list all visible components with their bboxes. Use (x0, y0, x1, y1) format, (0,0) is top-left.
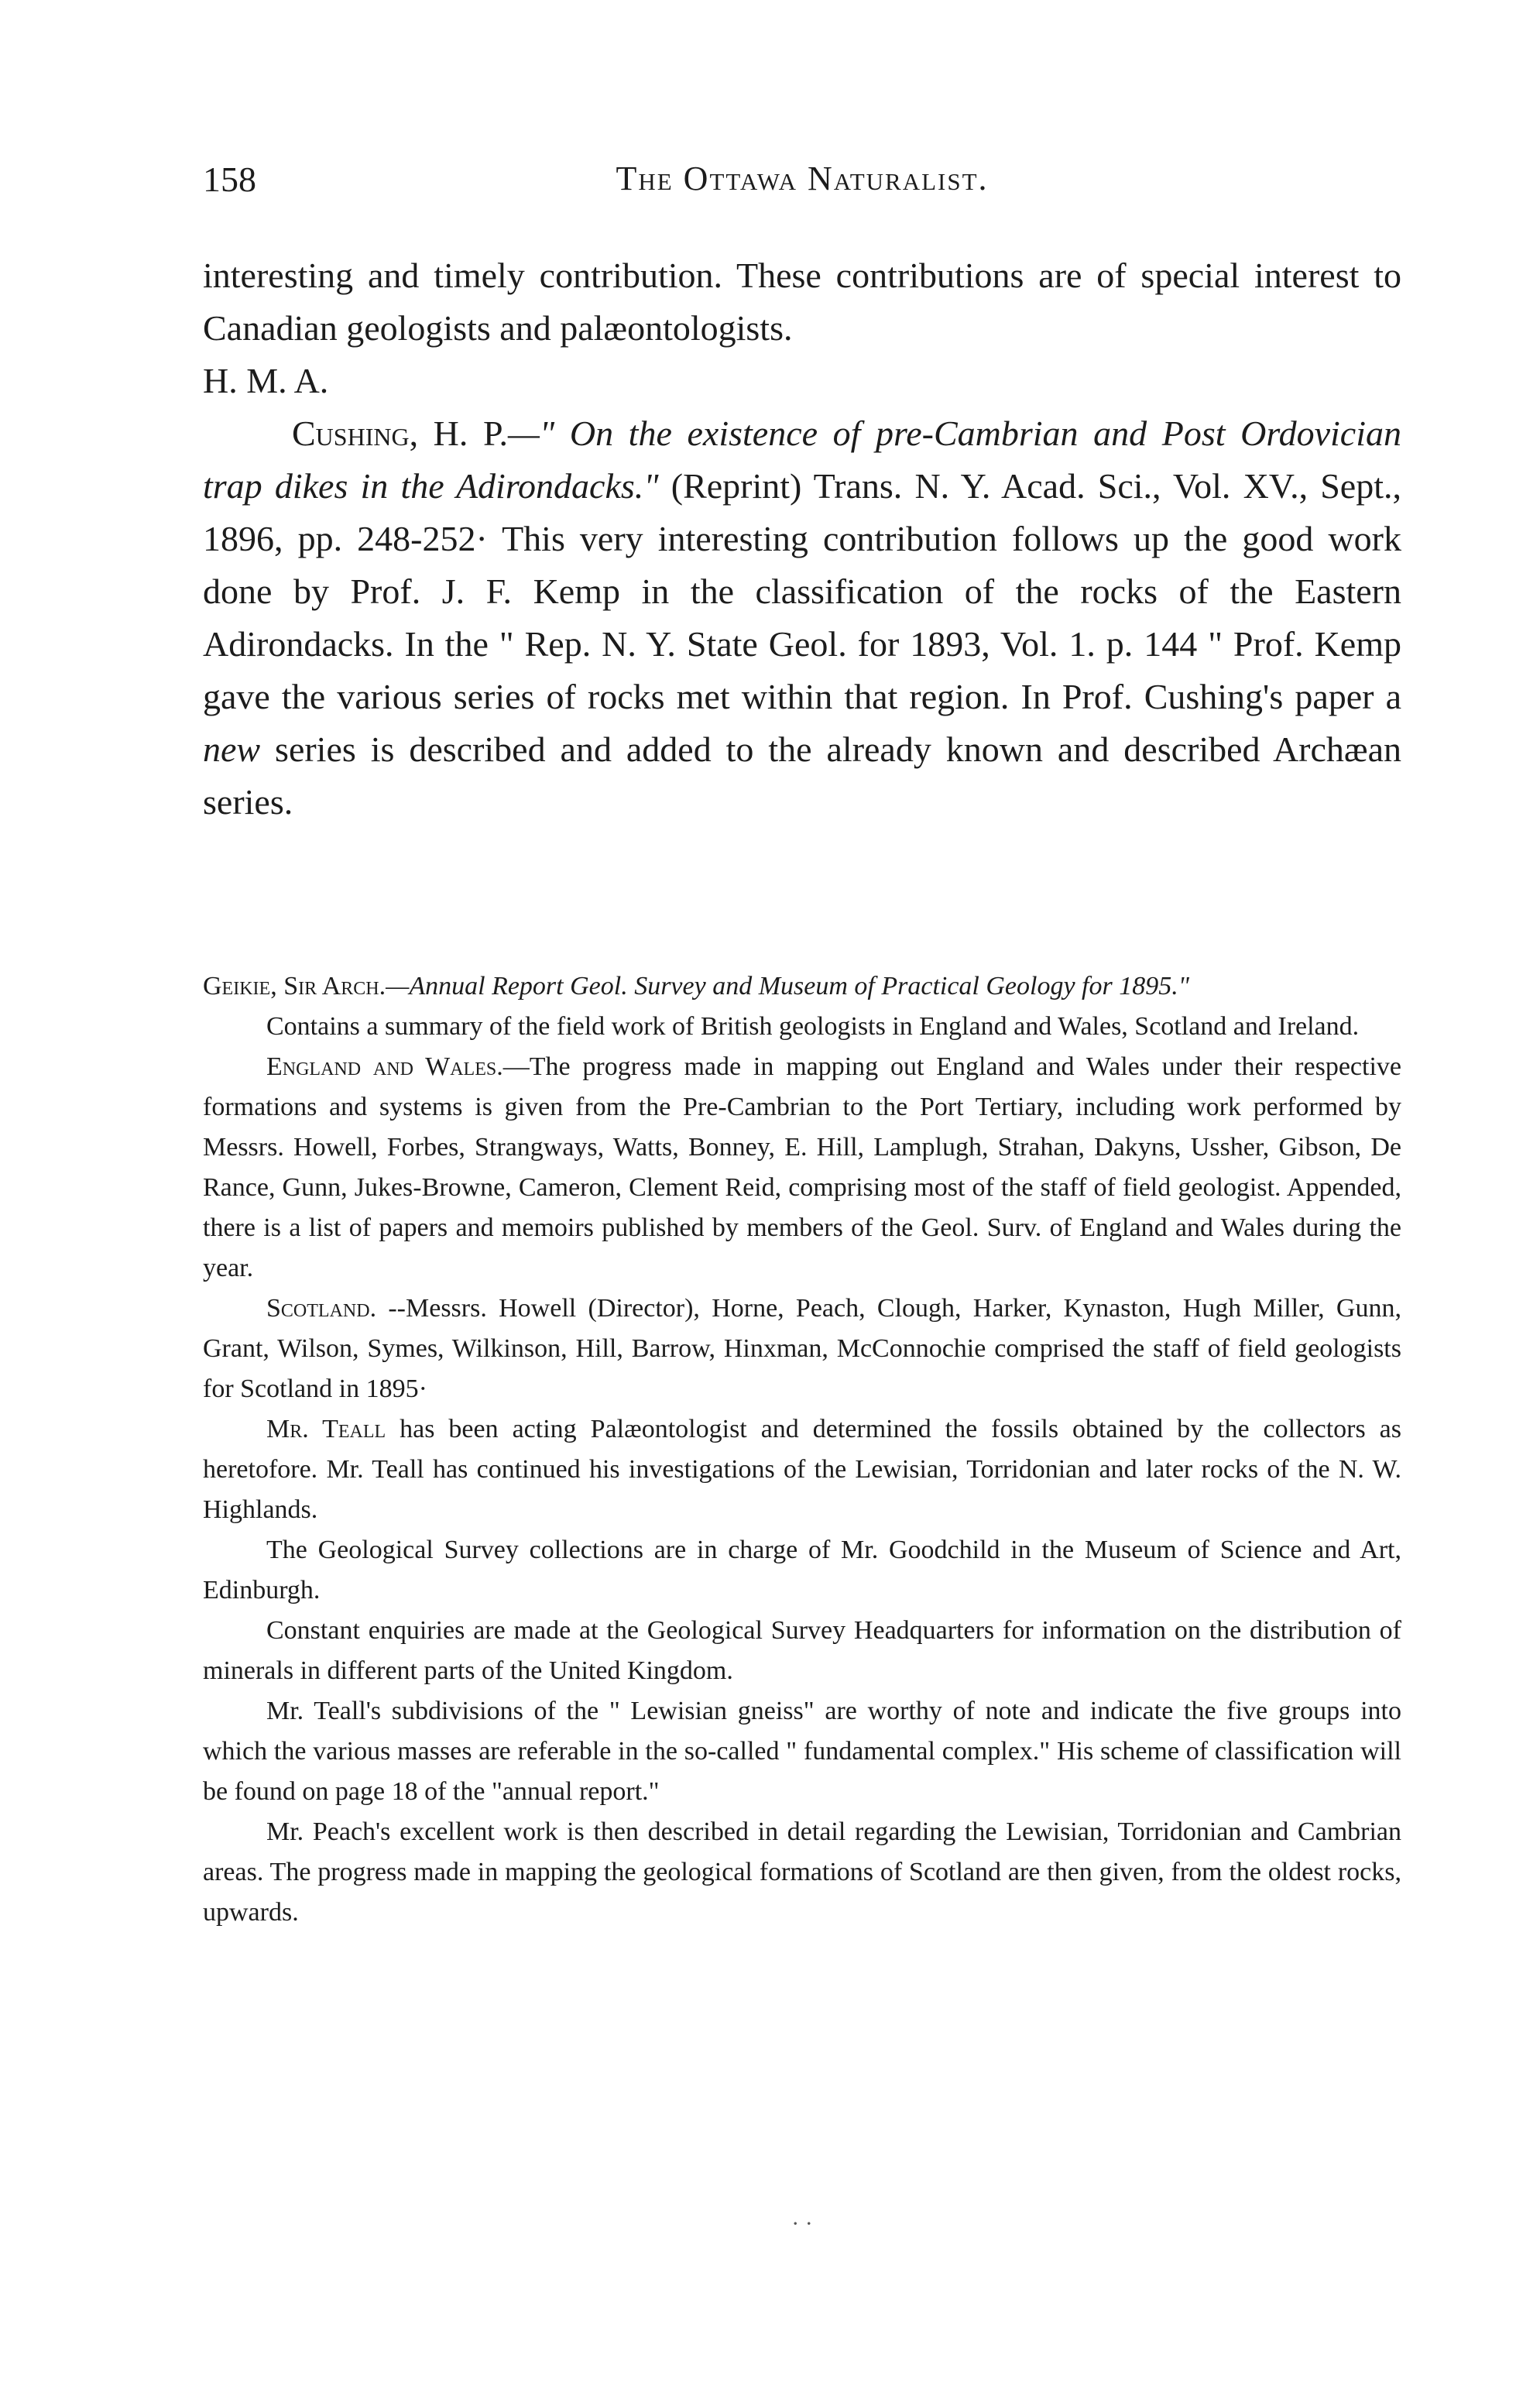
england-text: —The progress made in mapping out England and Wales under their respective formations and systems is given from the Pre-Cambrian to the Port Tertiary, including work performed by Messrs. Howell, Forbes, Strangways, Watts, Bonney, E. Hill, Lamplugh, Strahan, Dakyns, Ussher, Gibson, De Rance, Gunn, Jukes-Browne, Cameron, Clement Reid, comprising most of the staff of field geologist. Appended, there is a list of papers and memoirs published by members of the Geol. Surv. of England and Wales during the year. (203, 1052, 1401, 1282)
geikie-teall (203, 1409, 1401, 1530)
geikie-enquiries: Constant enquiries are made at the Geological Survey Headquarters for information on the distribution of minerals in different parts of the United Kingdom. (203, 1616, 1401, 1685)
review-author: Cushing, H. P. (292, 414, 509, 453)
page-number: 158 (203, 160, 256, 199)
geikie-heading (203, 966, 1401, 1007)
section-head-teall: Mr. Teall (266, 1415, 386, 1443)
scotland-text: --Messrs. Howell (Director), Horne, Peach, Clough, Harker, Kynaston, Hugh Miller, Gunn, Grant, Wilson, Symes, Wilkinson, Hill, Barrow, Hinxman, McConnochie comprised the staff of field geologists for Scotland in 1895· (203, 1294, 1401, 1403)
review-cushing (203, 407, 1401, 829)
geikie-collections: The Geological Survey collections are in charge of Mr. Goodchild in the Museum of Science and Art, Edinburgh. (203, 1536, 1401, 1604)
review-body-part-2: series is described and added to the already known and described Archæan series. (203, 729, 1401, 822)
review-title: —" On the existence of pre-Cambrian and Post Ordovician trap dikes in the Adirondacks." (203, 414, 1401, 506)
geikie-author: Geikie, Sir Arch. (203, 972, 386, 1000)
section-head-england: England and Wales. (266, 1052, 503, 1081)
review-cushing-paragraph (203, 407, 1401, 829)
reviewer-signature: H. M. A. (203, 361, 329, 400)
footer-marks: · · (791, 2211, 813, 2236)
geikie-peach: Mr. Peach's excellent work is then described in detail regarding the Lewisian, Torridonian and Cambrian areas. The progress made in mapping the geological formations of Scotland are then given, from the oldest rocks, upwards. (203, 1817, 1401, 1927)
intro-paragraph: interesting and timely contribution. These contributions are of special interest to Canadian geologists and palæontologists. (203, 256, 1401, 348)
geikie-summary: Contains a summary of the field work of British geologists in England and Wales, Scotland and Ireland. (266, 1012, 1360, 1041)
geikie-title: —Annual Report Geol. Survey and Museum of Practical Geology for 1895." (386, 972, 1190, 1000)
geikie-england-wales (203, 1047, 1401, 1289)
geikie-scotland (203, 1289, 1401, 1409)
running-title: The Ottawa Naturalist. (616, 160, 989, 197)
geikie-subdivisions: Mr. Teall's subdivisions of the " Lewisian gneiss" are worthy of note and indicate the five groups into which the various masses are referable in the so-called " fundamental complex." His scheme of classification will be found on page 18 of the "annual report." (203, 1697, 1401, 1806)
section-head-scotland: Scotland. (266, 1294, 377, 1323)
page-header (203, 159, 1401, 205)
review-citation: (Reprint) Trans. N. Y. Acad. Sci., Vol. XV., Sept., 1896, pp. 248-252· (203, 466, 1402, 558)
teall-text: has been acting Palæontologist and determined the fossils obtained by the collectors as heretofore. Mr. Teall has continued his investigations of the Lewisian, Torridonian and later rocks of the N. W. Highlands. (203, 1415, 1401, 1524)
review-body-part-1: This very interesting contribution follows up the good work done by Prof. J. F. Kemp in the classification of the rocks of the Eastern Adirondacks. In the " Rep. N. Y. State Geol. for 1893, Vol. 1. p. 144 " Prof. Kemp gave the various series of rocks met within that region. In Prof. Cushing's paper a (203, 519, 1402, 716)
review-geikie (203, 966, 1401, 1933)
intro-block (203, 249, 1401, 407)
review-body-emphasis: new (203, 729, 261, 769)
